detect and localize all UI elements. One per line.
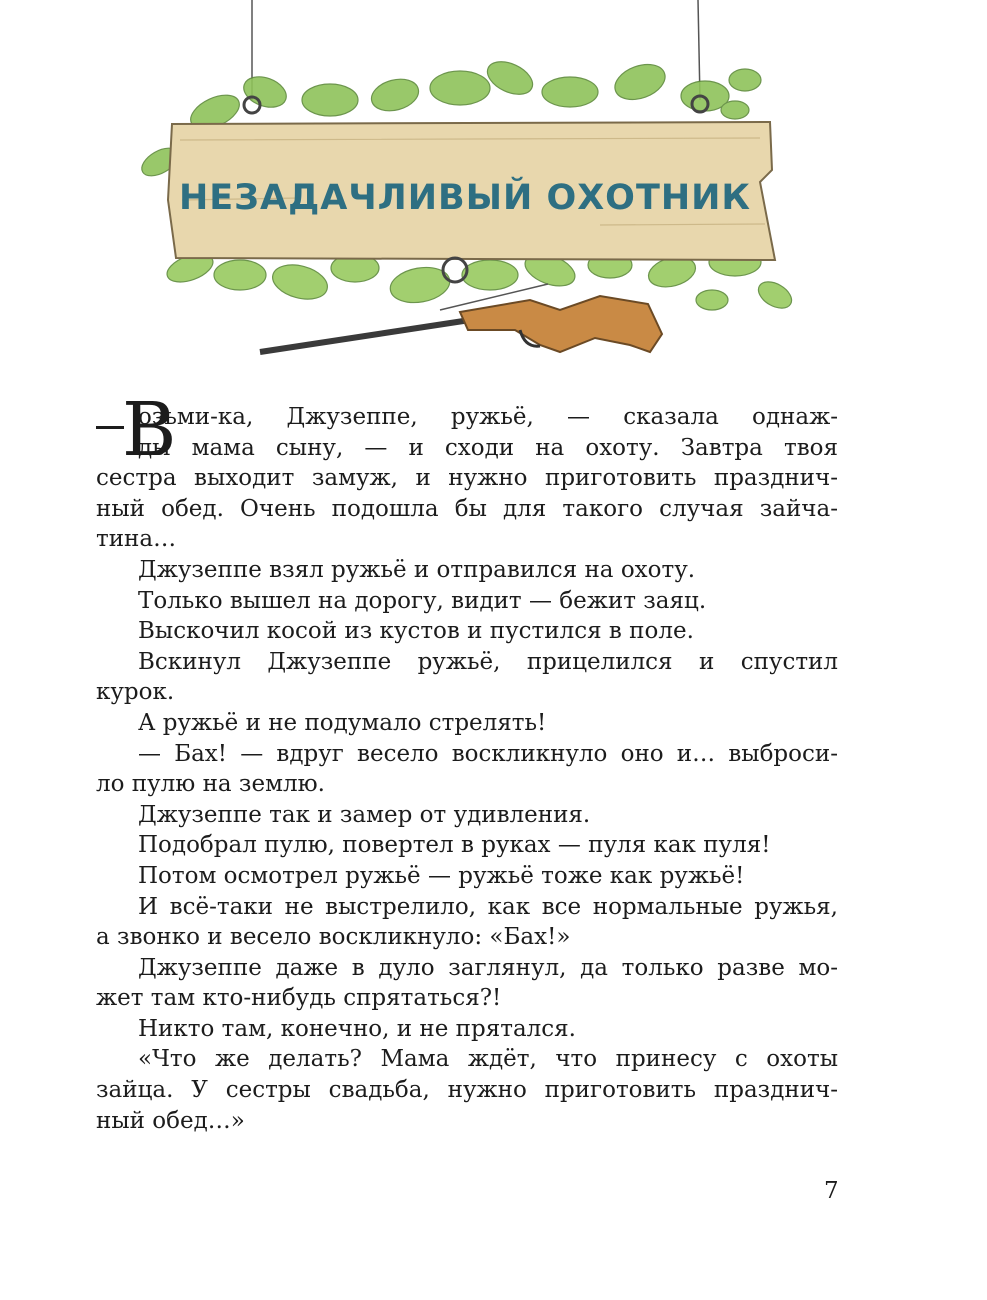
text-lines [96, 402, 838, 1136]
text-line: Подобрал пулю, повертел в руках — пуля как пуля! [138, 832, 771, 859]
text-line: А ружьё и не подумало стрелять! [138, 709, 547, 736]
text-line: зайца. У сестры свадьба, нужно приготовить празднич- [96, 1077, 838, 1104]
text-line: Потом осмотрел ружьё — ружьё тоже как ружьё! [138, 862, 745, 889]
text-line: Только вышел на дорогу, видит — бежит заяц. [138, 587, 707, 614]
text-line: ный обед…» [96, 1107, 245, 1134]
text-line: — Бах! — вдруг весело воскликнуло оно и… выброси- [138, 740, 838, 767]
chapter-title: НЕЗАДАЧЛИВЫЙ ОХОТНИК [178, 178, 752, 218]
text-line: И всё-таки не выстрелило, как все нормальные ружья, [138, 893, 838, 920]
text-line: ный обед. Очень подошла бы для такого случая зайча- [96, 495, 838, 522]
text-line: озьми-ка, Джузеппе, ружьё, — сказала однаж- [138, 404, 838, 430]
dialogue-dash [96, 426, 124, 429]
text-line: Джузеппе даже в дуло заглянул, да только разве мо- [138, 954, 838, 981]
text-line: жет там кто-нибудь спрятаться?! [96, 985, 502, 1012]
text-line: Джузеппе так и замер от удивления. [138, 801, 591, 828]
page-number: 7 [824, 1178, 839, 1204]
text-line: Выскочил косой из кустов и пустился в поле. [138, 618, 694, 645]
text-line: а звонко и весело воскликнуло: «Бах!» [96, 924, 571, 951]
story-text [96, 387, 838, 1136]
drop-cap: В [122, 387, 177, 473]
text-line: Джузеппе взял ружьё и отправился на охоту. [138, 556, 696, 583]
text-line: Вскинул Джузеппе ружьё, прицелился и спустил [138, 648, 838, 675]
text-line: сестра выходит замуж, и нужно приготовить празднич- [96, 465, 838, 492]
text-line: Никто там, конечно, и не прятался. [138, 1015, 576, 1042]
text-line: курок. [96, 679, 175, 706]
text-line: ло пулю на землю. [96, 771, 325, 798]
text-line: «Что же делать? Мама ждёт, что принесу с охоты [138, 1046, 838, 1073]
text-line: ды мама сыну, — и сходи на охоту. Завтра твоя [138, 434, 838, 461]
text-line: тина… [96, 526, 177, 553]
